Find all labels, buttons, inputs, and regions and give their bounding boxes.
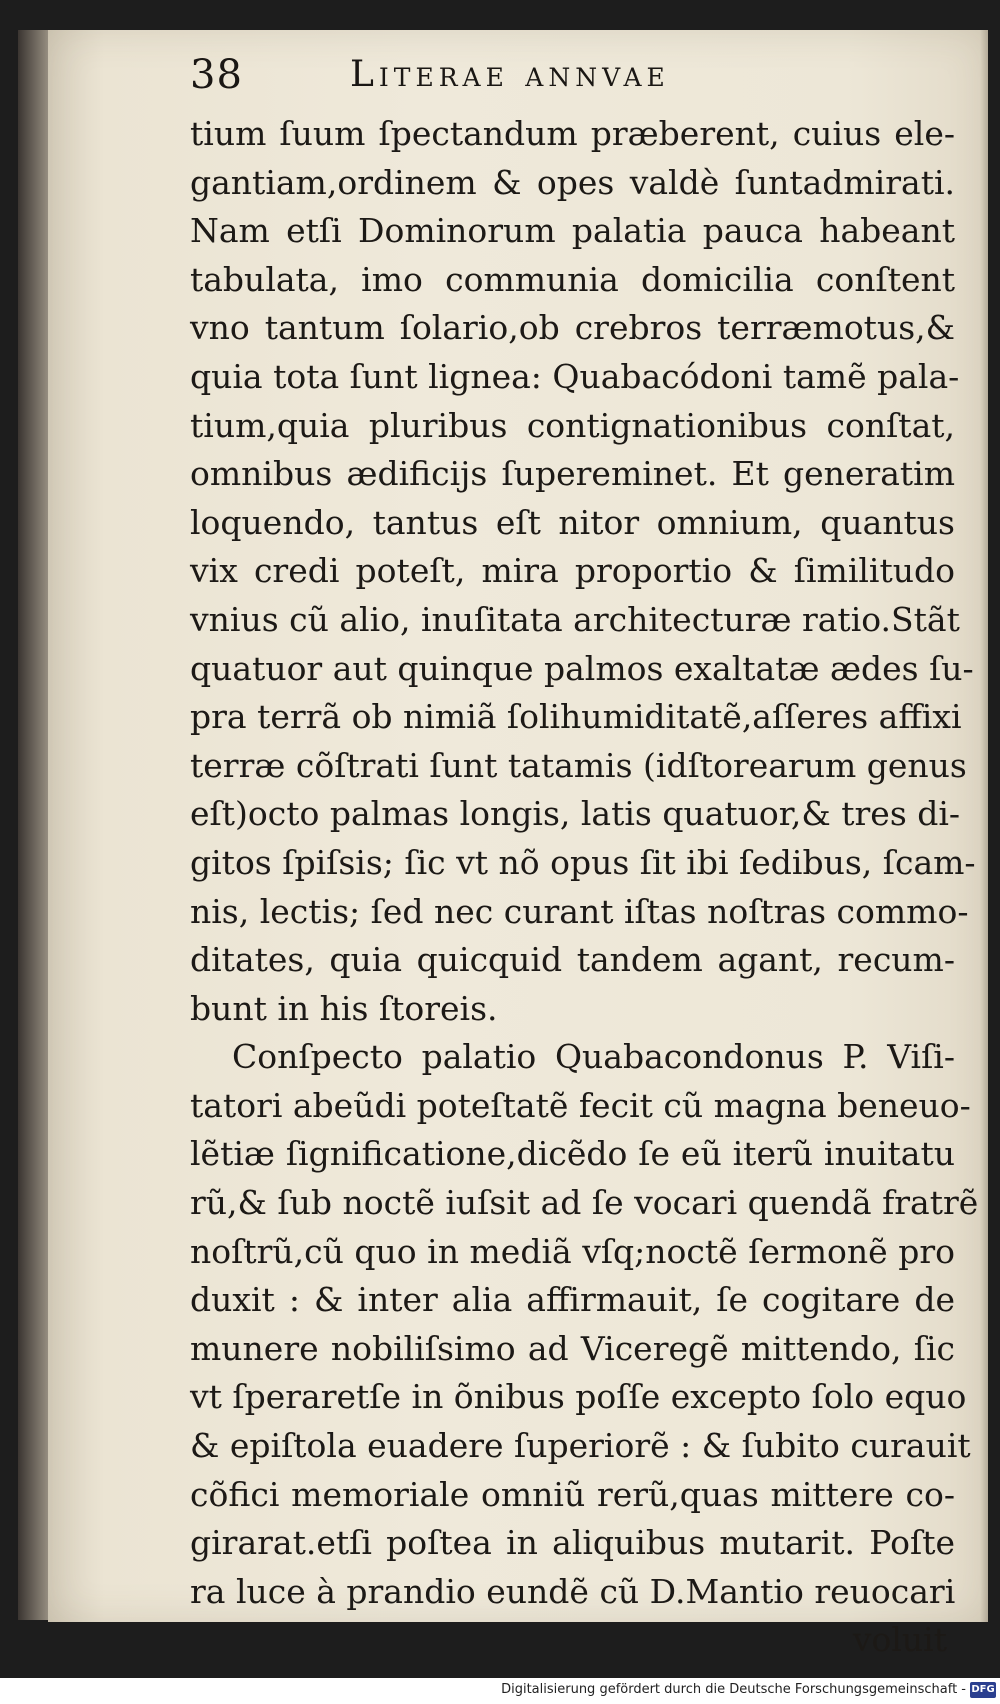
text-line: cõfici memoriale omniũ rerũ,quas mittere co- bbox=[190, 1474, 955, 1514]
text-line: duxit : & inter alia affirmauit, ſe cogitare de bbox=[190, 1280, 955, 1320]
text-line: vix credi poteſt, mira proportio & ſimilitudo bbox=[190, 551, 955, 591]
page-edge bbox=[980, 30, 988, 1622]
dfg-logo-icon: DFG bbox=[970, 1682, 996, 1698]
text-line: eſt)octo palmas longis, latis quatuor,& tres di- bbox=[190, 794, 961, 834]
page-number: 38 bbox=[190, 52, 243, 98]
text-line: gitos ſpiſsis; ſic vt nõ opus ſit ibi ſedibus, ſcam- bbox=[190, 842, 976, 882]
text-line: quatuor aut quinque palmos exaltatæ ædes ſu- bbox=[190, 648, 974, 688]
text-line: tium,quia pluribus contignationibus conſtat, bbox=[190, 405, 955, 445]
text-line: tium ſuum ſpectandum præberent, cuius ele- bbox=[190, 114, 955, 153]
text-line: vnius cũ alio, inuſitata architecturæ ratio.Stãt bbox=[190, 599, 960, 639]
text-line: Conſpecto palatio Quabacondonus P. Viſi- bbox=[232, 1037, 955, 1077]
text-line: ra luce à prandio eundẽ cũ D.Mantio reuocari bbox=[190, 1571, 956, 1611]
text-line: vt ſperaretſe in õnibus poſſe excepto ſolo equo bbox=[190, 1377, 967, 1417]
footer-bar bbox=[0, 1678, 1000, 1704]
text-line: Nam etſi Dominorum palatia pauca habeant bbox=[190, 211, 955, 251]
body-text bbox=[190, 110, 979, 1665]
text-line: tatori abeũdi poteſtatẽ fecit cũ magna beneuo- bbox=[190, 1085, 971, 1125]
text-line: tabulata, imo communia domicilia conſtent bbox=[190, 259, 955, 299]
text-line: nis, lectis; ſed nec curant iſtas noſtras commo- bbox=[190, 891, 969, 931]
text-line: omnibus ædificijs ſupereminet. Et generatim bbox=[190, 454, 955, 494]
catchword: voluit bbox=[852, 1620, 947, 1660]
text-line: gantiam,ordinem & opes valdè ſuntadmirati. bbox=[190, 162, 955, 202]
text-line: loquendo, tantus eſt nitor omnium, quantus bbox=[190, 502, 955, 542]
text-line: vno tantum ſolario,ob crebros terræmotus,& bbox=[190, 308, 955, 348]
text-line: & epiſtola euadere ſuperiorẽ : & ſubito curauit bbox=[190, 1426, 971, 1466]
running-head bbox=[190, 48, 850, 118]
text-line: bunt in his ſtoreis. bbox=[190, 988, 498, 1028]
text-line: munere nobiliſsimo ad Viceregẽ mittendo, ſic bbox=[190, 1328, 955, 1368]
text-line: ditates, quia quicquid tandem agant, recum- bbox=[190, 940, 955, 980]
text-line: quia tota ſunt lignea: Quabacódoni tamẽ pala- bbox=[190, 356, 960, 396]
funding-credit: Digitalisierung gefördert durch die Deutsche Forschungsgemeinschaft - bbox=[501, 1682, 966, 1697]
text-line: noſtrũ,cũ quo in mediã vſq;noctẽ ſermonẽ pro bbox=[190, 1231, 955, 1271]
text-line: girarat.etſi poſtea in aliquibus mutarit. Poſte bbox=[190, 1523, 955, 1563]
text-line: pra terrã ob nimiã ſolihumiditatẽ,aſſeres affixi bbox=[190, 697, 962, 737]
text-line: rũ,& ſub noctẽ iuſsit ad ſe vocari quendã fratrẽ bbox=[190, 1183, 979, 1223]
text-line: terræ cõſtrati ſunt tatamis (idſtorearum genus bbox=[190, 745, 967, 785]
text-line: lẽtiæ ſignificatione,dicẽdo ſe eũ iterũ inuitatu bbox=[190, 1134, 955, 1174]
running-title: Literae annvae bbox=[350, 54, 670, 95]
